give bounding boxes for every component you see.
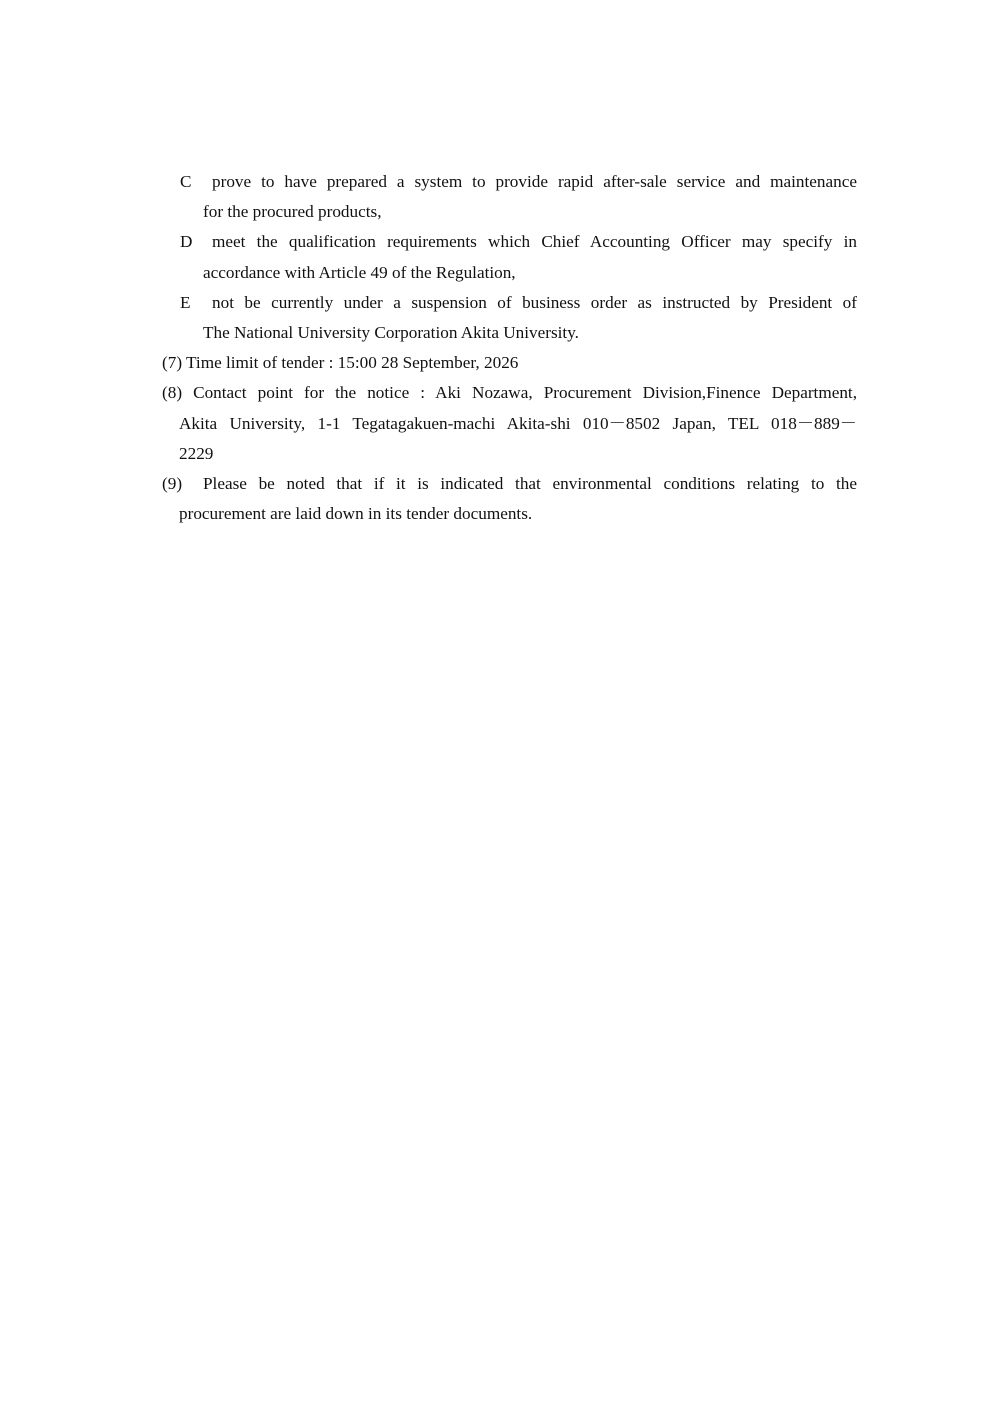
item-text: meet the qualification requirements which Chief Accounting Officer may specify in [212,232,857,252]
list-item-e [162,288,857,318]
item-8-continuation [162,409,857,439]
item-marker: (9) [162,473,183,493]
item-9-environmental-note [162,469,857,499]
item-text: accordance with Article 49 of the Regulation, [203,262,516,282]
item-text: (8) Contact point for the notice : Aki Nozawa, Procurement Division,Finence Department, [162,383,857,403]
item-8-contact-point [162,378,857,408]
item-7-time-limit [162,348,857,378]
item-marker: D [180,232,193,252]
item-text: Please be noted that if it is indicated that environmental conditions relating to the [203,473,857,493]
item-text: Akita University, 1-1 Tegatagakuen-machi Akita-shi 010－8502 Japan, TEL 018－889－ [179,413,857,433]
item-text: The National University Corporation Akita University. [203,322,579,342]
item-text: not be currently under a suspension of business order as instructed by President of [212,292,857,312]
item-text: prove to have prepared a system to provide rapid after-sale service and maintenance [212,172,857,191]
item-text: 2229 [179,443,214,463]
list-item-c [162,167,857,197]
item-text: for the procured products, [203,202,382,222]
item-text: procurement are laid down in its tender documents. [179,504,533,524]
list-item-e-continuation [162,318,857,348]
item-8-continuation-2 [162,439,857,469]
document-body [162,167,857,529]
item-text: (7) Time limit of tender : 15:00 28 September, 2026 [162,353,519,373]
list-item-d-continuation [162,258,857,288]
list-item-d [162,227,857,257]
item-9-continuation [162,499,857,529]
item-marker: E [180,292,191,312]
list-item-c-continuation [162,197,857,227]
item-marker: C [180,172,192,191]
